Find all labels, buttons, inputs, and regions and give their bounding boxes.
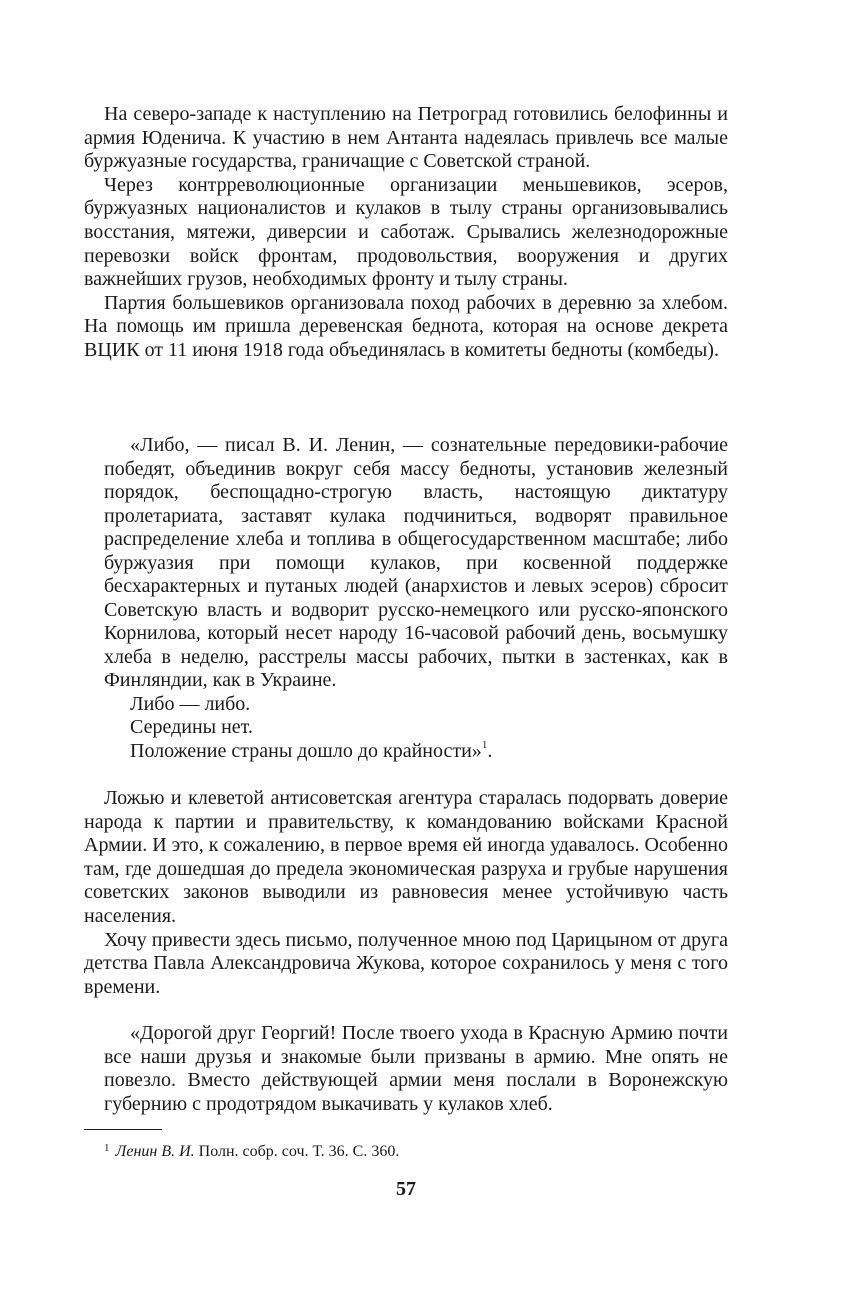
quote-line-with-footnote: [104, 740, 728, 764]
footnote: [104, 1138, 724, 1162]
block-quote-letter: [104, 1022, 728, 1116]
page-number: 57: [396, 1178, 416, 1200]
paragraph: На северо-западе к наступлению на Петроград готовились белофинны и армия Юденича. К участию в нем Антанта надеялась привлечь все малые буржуазные государства, граничащие с Советской страной.: [84, 103, 728, 173]
paragraph: Партия большевиков организовала поход рабочих в деревню за хлебом. На помощь им пришла деревенская беднота, которая на основе декрета ВЦИК от 11 июня 1918 года объединялась в комитеты бедноты (комбеды).: [84, 291, 728, 361]
quote-paragraph: «Дорогой друг Георгий! После твоего ухода в Красную Армию почти все наши друзья и знакомые были призваны в армию. Мне опять не повезло. Вместо действующей армии меня послали в Воронежскую губернию с продотрядом выкачивать у кулаков хлеб.: [104, 1022, 728, 1115]
body-text-top: [84, 103, 728, 363]
footnote-number: 1: [104, 1142, 110, 1154]
quote-line-text: Положение страны дошло до крайности»: [130, 739, 482, 762]
quote-paragraph: «Либо, — писал В. И. Ленин, — сознательные передовики-рабочие победят, объединив вокруг себя массу бедноты, установив железный порядок, беспощадно-строгую власть, настоящую диктатуру пролетариата, заставят кулака подчиниться, водворят правильное распределение хлеба и топлива в общегосударственном масштабе; либо буржуазия при помощи кулаков, при косвенной поддержке бесхарактерных и путаных людей (анархистов и левых эсеров) сбросит Советскую власть и водворит русско-немецкого или русско-японского Корнилова, который несет народу 16-часовой рабочий день, восьмушку хлеба в неделю, расстрелы массы рабочих, пытки в застенках, как в Финляндии, как в Украине.: [104, 434, 728, 691]
footnote-divider: [84, 1129, 162, 1130]
paragraph: Ложью и клеветой антисоветская агентура старалась подорвать доверие народа к партии и правительству, к командованию войсками Красной Армии. И это, к сожалению, в первое время ей иногда удавалось. Особенно там, где дошедшая до предела экономическая разруха и грубые нарушения советских законов выводили из равновесия менее устойчивую часть населения.: [84, 787, 728, 927]
block-quote-lenin: [104, 434, 728, 763]
paragraph: Хочу привести здесь письмо, полученное мною под Царицыном от друга детства Павла Александровича Жукова, которое сохранилось у меня с того времени.: [84, 928, 728, 998]
footnote-author: Ленин В. И.: [115, 1143, 195, 1160]
footnote-source: Полн. собр. соч. Т. 36. С. 360.: [198, 1143, 400, 1160]
quote-line-end: .: [487, 739, 493, 762]
quote-line: Либо — либо.: [130, 692, 251, 715]
quote-line: Середины нет.: [130, 716, 253, 738]
paragraph: Через контрреволюционные организации меньшевиков, эсеров, буржуазных националистов и кулаков в тылу страны организовывались восстания, мятежи, диверсии и саботаж. Срывались железнодорожные перевозки войск фронтам, продовольствия, вооружения и других важнейших грузов, необходимых фронту и тылу страны.: [84, 173, 728, 291]
body-text-middle: [84, 787, 728, 999]
footnote-reference: 1: [481, 738, 488, 751]
